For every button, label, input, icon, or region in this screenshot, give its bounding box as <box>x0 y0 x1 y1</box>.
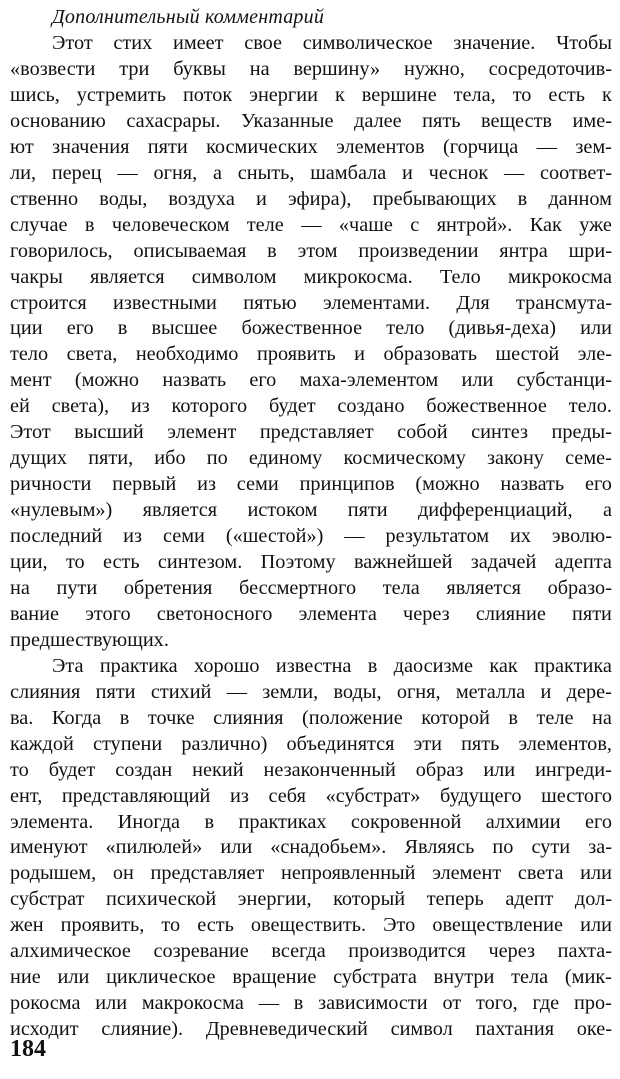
text-line: ент, представляющий из себя «субстрат» будущего шестого <box>10 784 612 807</box>
text-line: предшествующих. <box>10 628 169 651</box>
text-line: каждой ступени различно) объединятся эти пять элементов, <box>10 732 612 755</box>
text-line: слияния пяти стихий — земли, воды, огня, металла и дере- <box>10 680 612 703</box>
text-line: мент (можно назвать его маха-элементом или субстанци- <box>10 369 612 392</box>
text-line: Этот стих имеет свое символическое значение. Чтобы <box>52 32 612 54</box>
text-line: последний из семи («шестой») — результатом их эволю- <box>10 525 612 547</box>
text-line: жен проявить, то есть овеществить. Это овеществление или <box>10 914 612 937</box>
text-line: на пути обретения бессмертного тела является образо- <box>10 576 612 599</box>
text-line: родышем, он представляет непроявленный элемент света или <box>10 862 612 885</box>
text-line: случае в человеческом теле — «чаше с янтрой». Как уже <box>10 213 612 236</box>
text-line: Этот высший элемент представляет собой синтез преды- <box>10 421 612 444</box>
text-line: ей света), из которого будет создано божественное тело. <box>10 395 612 418</box>
text-line: основанию сахасрары. Указанные далее пять веществ име- <box>10 109 612 132</box>
text-line: ричности первый из семи принципов (можно назвать его <box>10 473 612 496</box>
text-line: исходит слияние). Древневедический символ пахтания оке- <box>10 1018 612 1041</box>
page-number: 184 <box>10 1036 46 1062</box>
section-heading: Дополнительный комментарий <box>52 6 325 28</box>
text-line: шись, устремить поток энергии к вершине тела, то есть к <box>10 83 612 106</box>
text-line: чакры является символом микрокосма. Тело микрокосма <box>10 265 612 288</box>
text-line: ли, перец — огня, а сныть, шамбала и чеснок — соответ- <box>10 161 612 184</box>
text-line: говорилось, описываемая в этом произведении янтра шри- <box>10 239 612 262</box>
text-line: ют значения пяти космических элементов (горчица — зем- <box>10 135 612 158</box>
text-line: ственно воды, воздуха и эфира), пребывающих в данном <box>10 187 612 210</box>
text-line: строится известными пятью элементами. Для трансмута- <box>10 291 612 314</box>
text-line: тело света, необходимо проявить и образовать шестой эле- <box>10 343 612 366</box>
text-line: субстрат психической энергии, который теперь адепт дол- <box>10 888 612 911</box>
text-line: элемента. Иногда в практиках сокровенной алхимии его <box>10 810 612 833</box>
text-line: ции, то есть синтезом. Поэтому важнейшей задачей адепта <box>10 551 612 573</box>
text-line: дущих пяти, ибо по единому космическому закону семе- <box>10 447 612 470</box>
text-line: «нулевым») является истоком пяти дифференциаций, а <box>10 499 612 522</box>
text-line: именуют «пилюлей» или «снадобьем». Являясь по сути за- <box>10 836 612 859</box>
text-line: вание этого светоносного элемента через слияние пяти <box>10 602 612 625</box>
text-line: ва. Когда в точке слияния (положение которой в теле на <box>10 706 612 729</box>
text-line: алхимическое созревание всегда производится через пахта- <box>10 940 612 963</box>
text-line: рокосма или макрокосма — в зависимости от того, где про- <box>10 992 612 1015</box>
text-line: ции его в высшее божественное тело (дивья-деха) или <box>10 317 612 340</box>
text-line: то будет создан некий незаконченный образ или ингреди- <box>10 758 612 781</box>
text-line: ние или циклическое вращение субстрата внутри тела (мик- <box>10 966 612 989</box>
text-line: Эта практика хорошо известна в даосизме как практика <box>52 654 612 677</box>
text-line: «возвести три буквы на вершину» нужно, сосредоточив- <box>10 58 612 80</box>
